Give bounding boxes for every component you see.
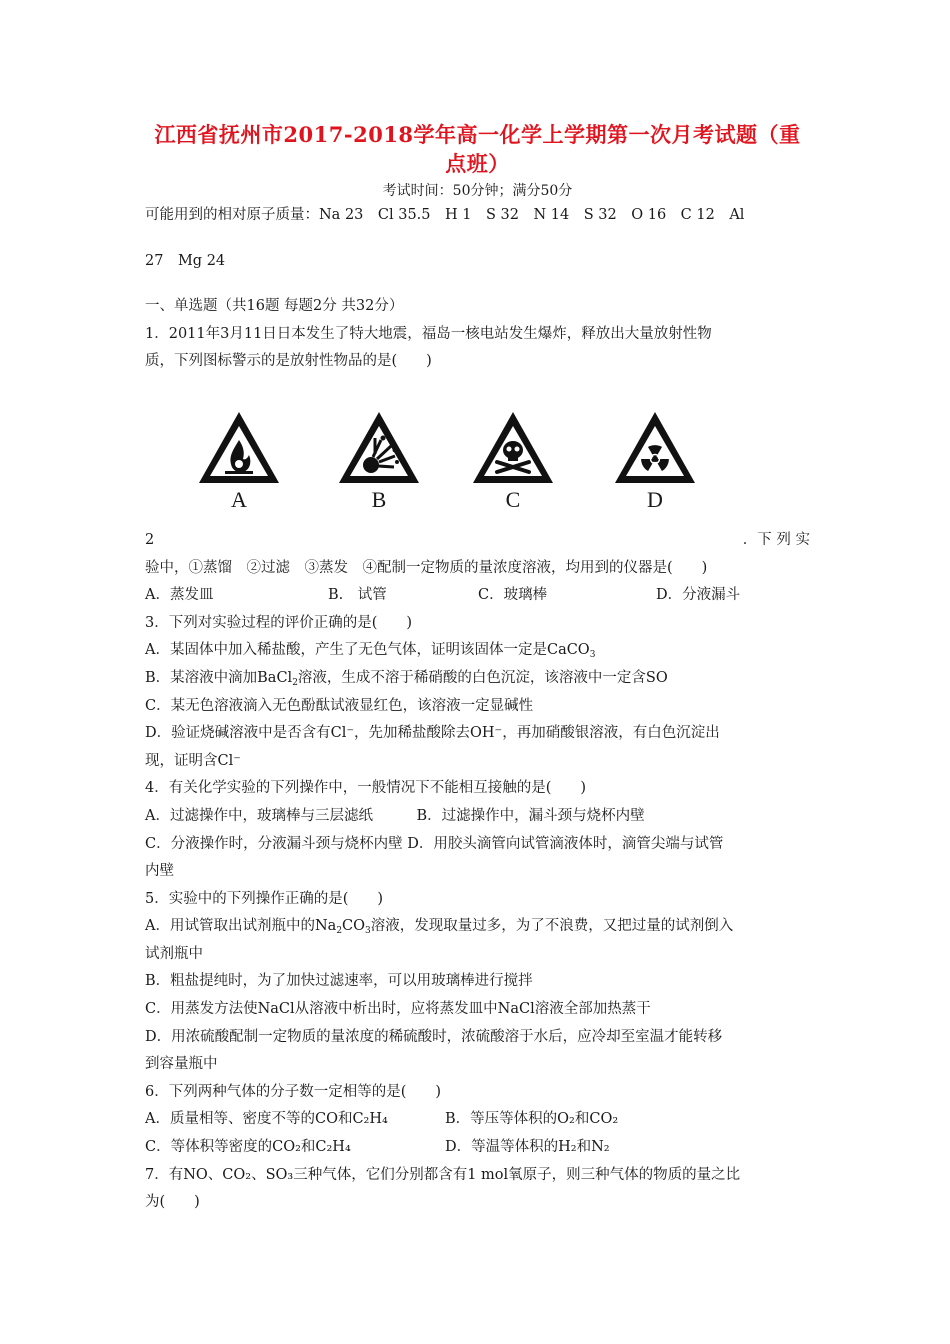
atomic-masses-line-1: 可能用到的相对原子质量：Na 23 Cl 35.5 H 1 S 32 N 14 S 32 O 16 C 12 Al: [145, 207, 745, 223]
q2-number: 2: [145, 531, 155, 548]
q5-option-b: B．粗盐提纯时，为了加快过滤速率，可以用玻璃棒进行搅拌: [145, 973, 533, 990]
q5-option-d-line-2: 到容量瓶中: [145, 1056, 218, 1073]
exam-page: [145, 120, 810, 1217]
q6-options-cd: [145, 1134, 810, 1162]
q4-options-cd-line-2: 内壁: [145, 863, 174, 880]
q6-option-b: B．等压等体积的O₂和CO₂: [445, 1111, 619, 1128]
q2-stem-line-2: 验中，①蒸馏 ②过滤 ③蒸发 ④配制一定物质的量浓度溶液，均用到的仪器是( ): [145, 559, 708, 576]
sign-label-a: A: [231, 486, 247, 512]
q6-option-c: C．等体积等密度的CO₂和C₂H₄: [145, 1139, 351, 1156]
sign-c: [465, 410, 561, 512]
radioactive-icon: [613, 410, 697, 486]
q1-stem-line-1: 1．2011年3月11日日本发生了特大地震，福岛一核电站发生爆炸，释放出大量放射性物: [145, 325, 712, 342]
q6-option-d: D．等温等体积的H₂和N₂: [445, 1139, 610, 1156]
sign-b: [331, 410, 427, 512]
exam-time-info: 考试时间：50分钟；满分50分: [382, 183, 573, 199]
page-title: 江西省抚州市2017-2018学年高一化学上学期第一次月考试题（重点班）: [154, 122, 801, 176]
sign-label-d: D: [647, 486, 663, 512]
q2-stem-tail: ．下 列 实: [742, 531, 810, 548]
q6-stem: 6．下列两种气体的分子数一定相等的是( ): [145, 1083, 442, 1100]
q2-stem-line-1: [145, 527, 810, 555]
q3-stem: 3．下列对实验过程的评价正确的是( ): [145, 614, 413, 631]
q2-option-b: B. 试管: [328, 587, 387, 604]
q6-options-ab: [145, 1106, 810, 1134]
section-heading: 一、单选题（共16题 每题2分 共32分）: [145, 298, 404, 315]
q3-option-b: B．某溶液中滴加BaCl$_2$溶液，生成不溶于稀硝酸的白色沉淀，该溶液中一定含SO: [145, 669, 668, 688]
q4-stem: 4．有关化学实验的下列操作中，一般情况下不能相互接触的是( ): [145, 780, 587, 797]
sign-a: [191, 410, 287, 512]
q2-options: [145, 582, 810, 610]
q5-stem: 5．实验中的下列操作正确的是( ): [145, 890, 384, 907]
q2-option-a: A．蒸发皿: [145, 587, 214, 604]
q7-stem-line-2: 为( ): [145, 1194, 200, 1211]
sign-label-b: B: [371, 486, 387, 512]
atomic-masses-line-2: 27 Mg 24: [145, 252, 226, 269]
q7-stem-line-1: 7．有NO、CO₂、SO₃三种气体，它们分别都含有1 mol氧原子，则三种气体的物质的量之比: [145, 1166, 741, 1183]
flammable-icon: [197, 410, 281, 486]
q4-options-ab: A．过滤操作中，玻璃棒与三层滤纸 B．过滤操作中，漏斗颈与烧杯内壁: [145, 807, 645, 824]
sign-d: [607, 410, 703, 512]
q5-option-c: C．用蒸发方法使NaCl从溶液中析出时，应将蒸发皿中NaCl溶液全部加热蒸干: [145, 1001, 651, 1018]
q3-option-c: C．某无色溶液滴入无色酚酞试液显红色，该溶液一定显碱性: [145, 697, 534, 714]
toxic-skull-icon: [471, 410, 555, 486]
q5-option-a-line-2: 试剂瓶中: [145, 945, 203, 962]
q4-options-cd-line-1: C．分液操作时，分液漏斗颈与烧杯内壁 D．用胶头滴管向试管滴液体时，滴管尖端与试管: [145, 835, 724, 852]
sign-label-c: C: [505, 486, 521, 512]
q2-option-d: D．分液漏斗: [656, 587, 741, 604]
q6-option-a: A．质量相等、密度不等的CO和C₂H₄: [145, 1111, 388, 1128]
q3-option-a: A．某固体中加入稀盐酸，产生了无色气体，证明该固体一定是CaCO$_3$: [145, 642, 596, 661]
q2-option-c: C．玻璃棒: [478, 587, 548, 604]
q5-option-d-line-1: D．用浓硫酸配制一定物质的量浓度的稀硫酸时，浓硫酸溶于水后，应冷却至室温才能转移: [145, 1028, 723, 1045]
q3-option-d-line-2: 现，证明含Cl⁻: [145, 752, 241, 769]
q1-hazard-signs: [145, 382, 810, 527]
q3-option-d-line-1: D．验证烧碱溶液中是否含有Cl⁻，先加稀盐酸除去OH⁻，再加硝酸银溶液，有白色沉淀出: [145, 725, 720, 742]
q5-option-a-line-1: A．用试管取出试剂瓶中的$Na_2CO_3$溶液，发现取量过多，为了不浪费，又把过量的试剂倒入: [145, 918, 734, 937]
explosive-icon: [337, 410, 421, 486]
q1-stem-line-2: 质，下列图标警示的是放射性物品的是( ): [145, 353, 432, 370]
